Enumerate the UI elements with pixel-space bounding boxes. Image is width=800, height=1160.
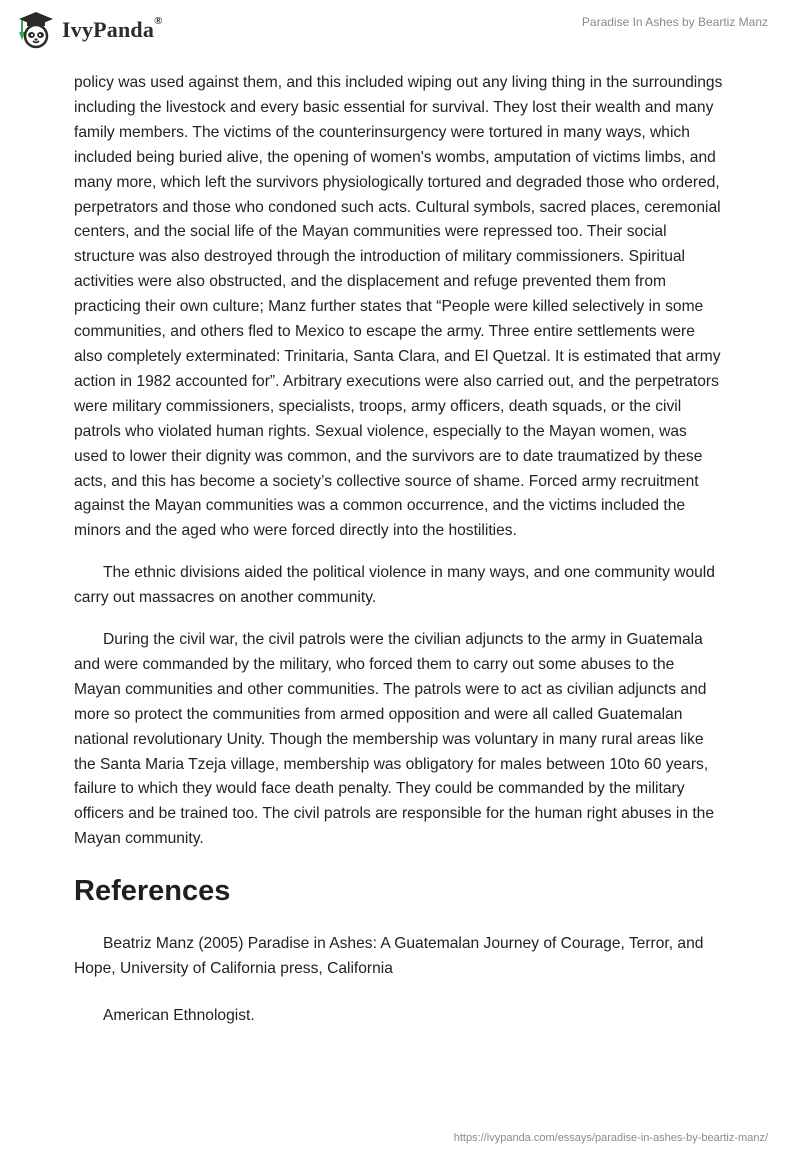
logo-wordmark xyxy=(62,17,163,43)
registered-mark: ® xyxy=(154,15,163,27)
document-title: Paradise In Ashes by Beartiz Manz xyxy=(581,15,768,29)
body-paragraph-1: policy was used against them, and this included wiping out any living thing in the surroundings including the livestock and every basic essential for survival. They lost their wealth and many family members. The victims of the counterinsurgency were tortured in many ways, which included being buried alive, the opening of women's wombs, amputation of victims limbs, and many more, which left the survivors physiologically tortured and degraded those who ordered, perpetrators and those who condoned such acts. Cultural symbols, sacred places, ceremonial centers, and the social life of the Mayan communities were repressed too. Their social structure was also destroyed through the introduction of military commissioners. Spiritual activities were also obstructed, and the displacement and refuge prevented them from practicing their own culture; Manz further states that “People were killed selectively in some communities, and others fled to Mexico to escape the army. Three entire settlements were also completely exterminated: Trinitaria, Santa Clara, and El Quetzal. It is estimated that army action in 1982 accounted for”. Arbitrary executions were also carried out, and the perpetrators were military commissioners, specialists, troops, army officers, death squads, or the civil patrols who violated human rights. Sexual violence, especially to the Mayan women, was used to lower their dignity was common, and the survivors are to date traumatized by these acts, and this has become a society’s collective source of shame. Forced army recruitment against the Mayan communities was a common occurrence, and the victims included the minors and the aged who were forced directly into the hostilities. xyxy=(74,74,723,540)
reference-item-1: Beatriz Manz (2005) Paradise in Ashes: A Guatemalan Journey of Courage, Terror, and Hope, University of California press, California xyxy=(74,935,704,978)
essay-body xyxy=(74,71,724,1051)
ivypanda-logo[interactable] xyxy=(16,10,163,50)
source-url[interactable]: https://ivypanda.com/essays/paradise-in-ashes-by-beartiz-manz/ xyxy=(453,1132,768,1144)
body-paragraph-2: The ethnic divisions aided the political violence in many ways, and one community would carry out massacres on another community. xyxy=(74,564,715,607)
body-paragraph-3: During the civil war, the civil patrols were the civilian adjuncts to the army in Guatemala and were commanded by the military, who forced them to carry out some abuses to the Mayan communities and other communities. The patrols were to act as civilian adjuncts and more so protect the communities from armed opposition and were all called Guatemalan national revolutionary Unity. Though the membership was voluntary in many rural areas like the Santa Maria Tzeja village, membership was obligatory for males between 10to 60 years, failure to which they would face death penalty. They could be commanded by the military officers and be trained too. The civil patrols are responsible for the human right abuses in the Mayan community. xyxy=(74,631,715,848)
reference-item-2: American Ethnologist. xyxy=(103,1007,255,1024)
logo-name: IvyPanda xyxy=(62,17,155,42)
panda-graduate-icon xyxy=(16,10,56,50)
references-heading: References xyxy=(74,875,231,908)
page-header xyxy=(0,0,800,64)
